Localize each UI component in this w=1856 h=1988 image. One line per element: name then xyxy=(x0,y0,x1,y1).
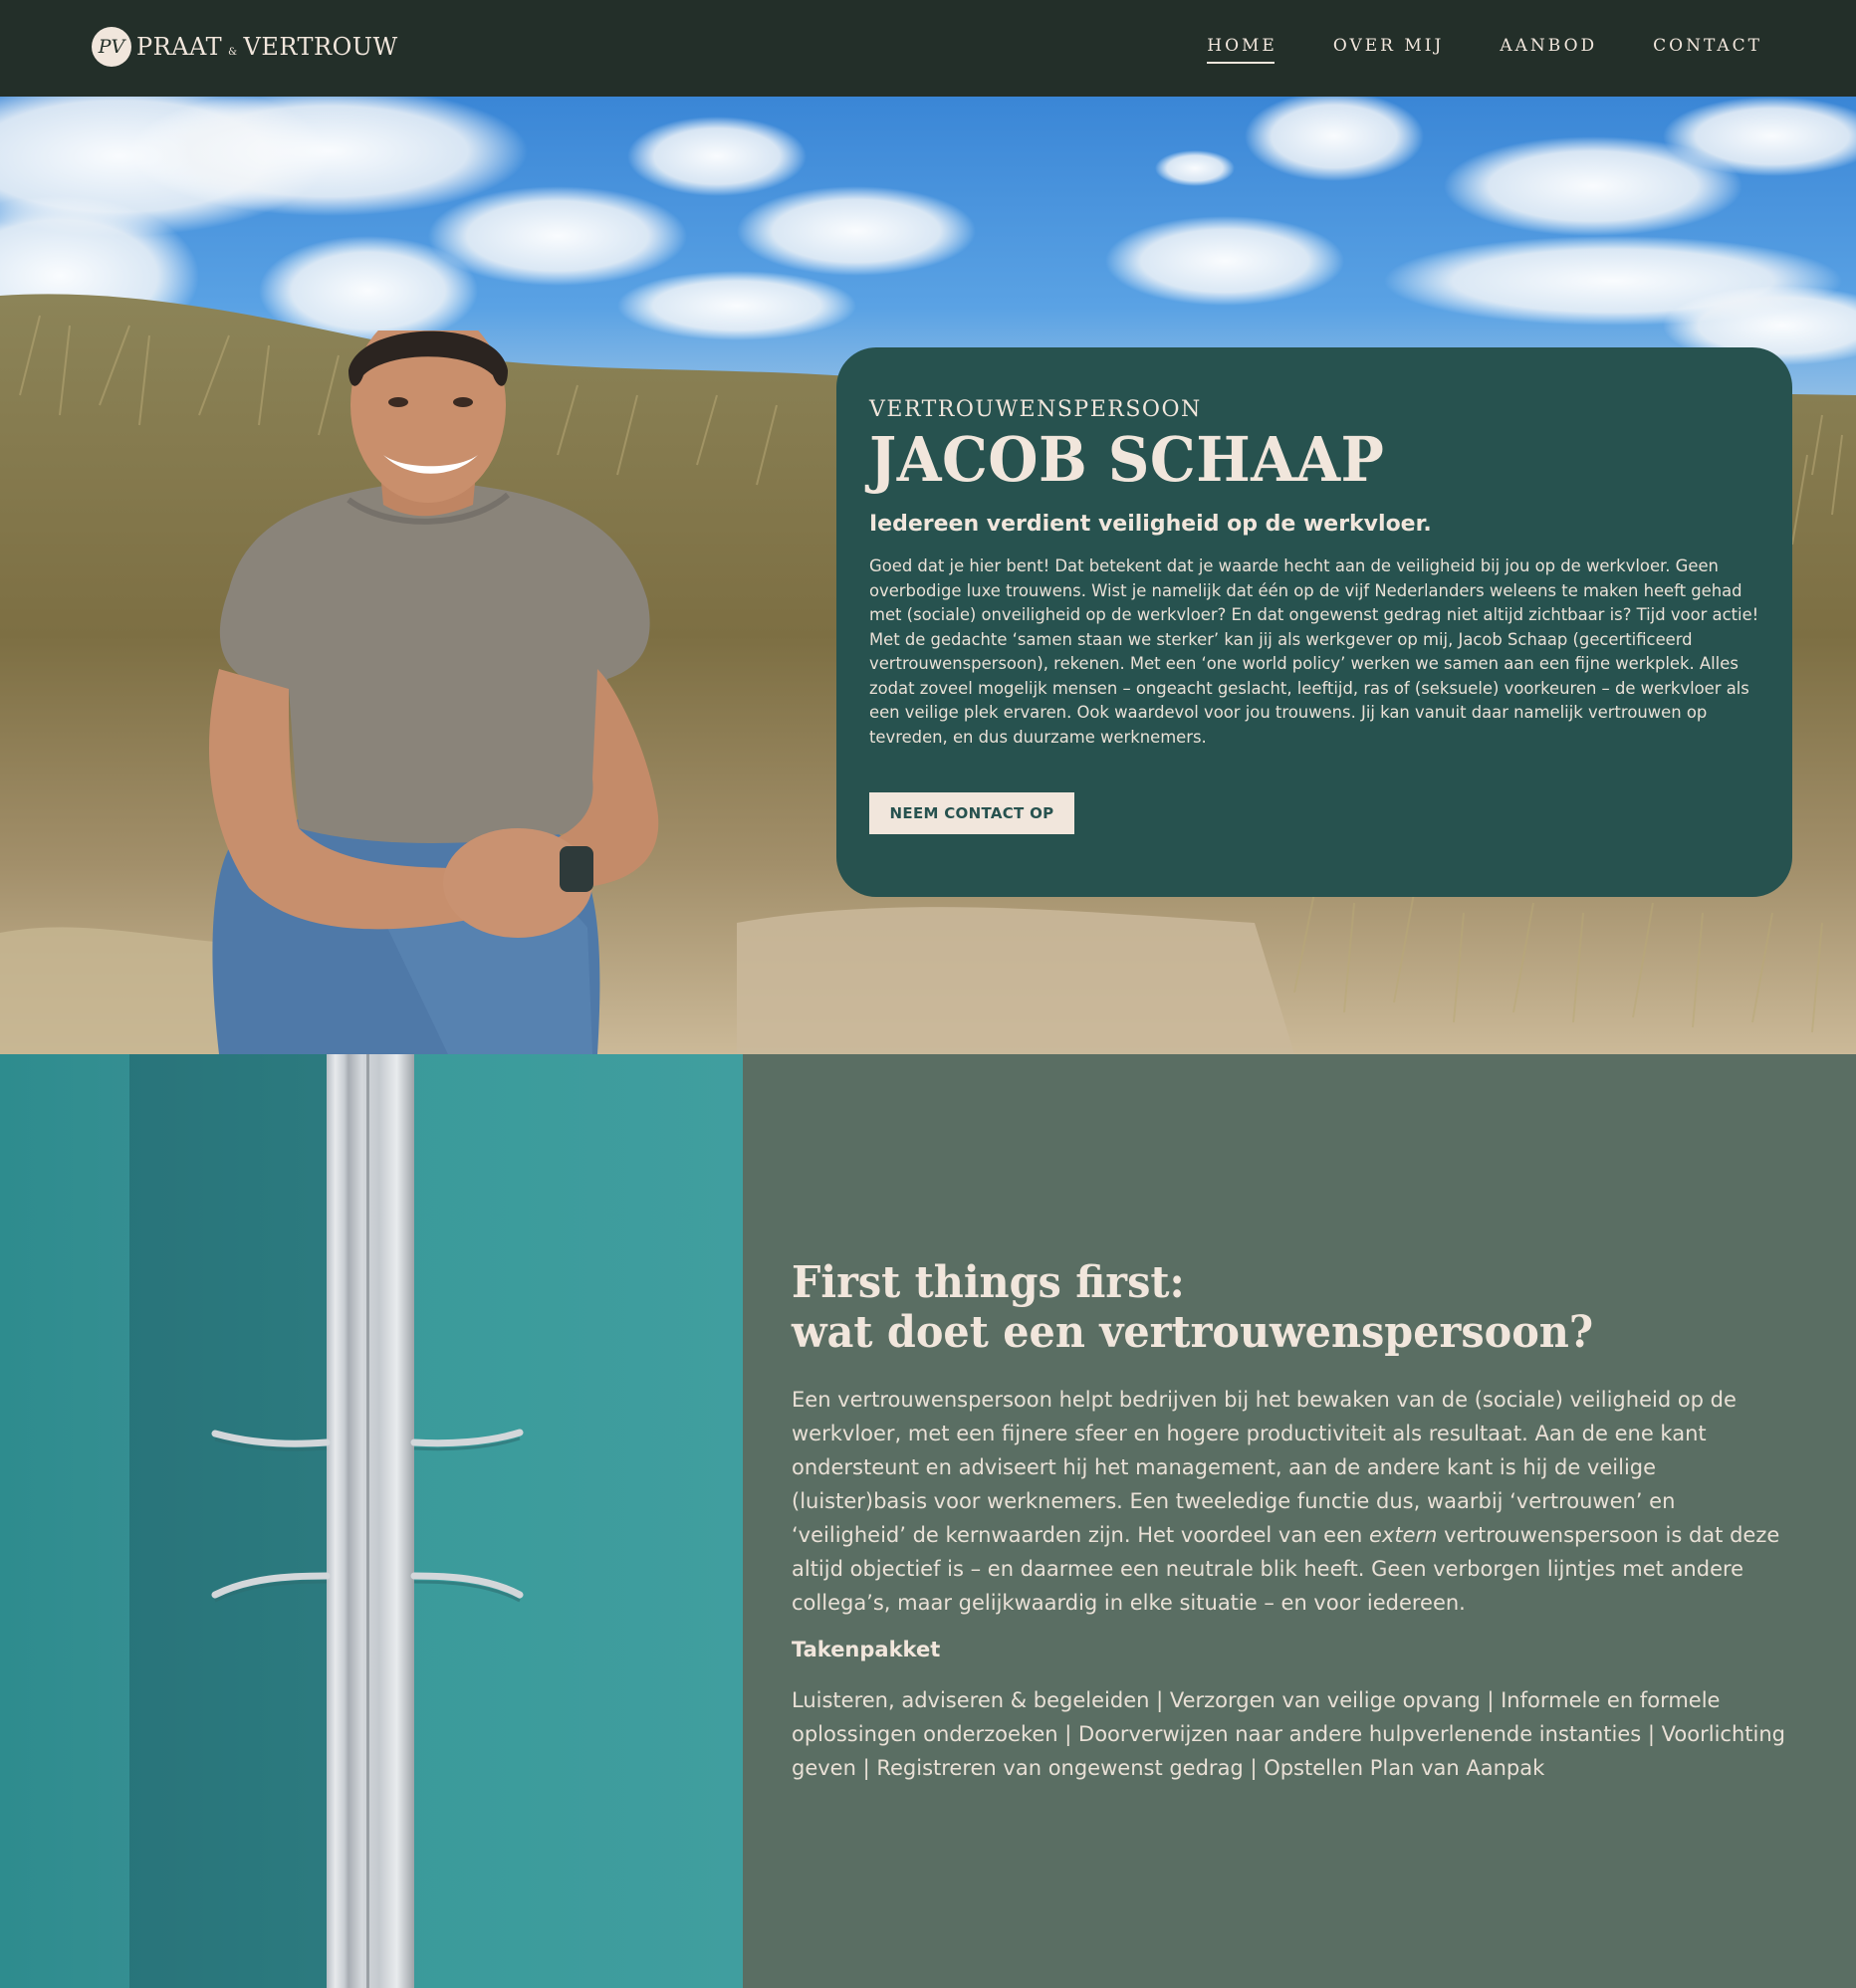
menu-item-home[interactable]: HOME xyxy=(1207,36,1277,62)
hero-title: JACOB SCHAAP xyxy=(869,423,1385,496)
hero-tagline: Iedereen verdient veiligheid op de werkvloer. xyxy=(869,512,1432,538)
hero-intro-text: Goed dat je hier bent! Dat betekent dat je waarde hecht aan de veiligheid bij jou op de werkvloer. Geen overbodige luxe trouwens. Wist je namelijk dat één op de vijf Nederlanders weleens te maken heeft gehad met (sociale) onveiligheid op de werkvloer? En dat ongewenst gedrag niet altijd zichtbaar is? Tijd voor actie! Met de gedachte ‘samen staan we sterker’ kan jij als werkgever op mij, Jacob Schaap (gecertificeerd vertrouwenspersoon), rekenen. Met een ‘one world policy’ werken we samen aan een fijne werkplek. Alles zodat zoveel mogelijk mensen – ongeacht geslacht, leeftijd, ras of (seksuele) voorkeuren – de werkvloer als een veilige plek ervaren. Ook waardevol voor jou trouwens. Jij kan vanuit daar namelijk vertrouwen op tevreden, en dus duurzame werknemers. xyxy=(869,556,1759,747)
logo-text xyxy=(136,33,398,61)
about-role-section xyxy=(0,1054,1856,1988)
menu-item-over-mij[interactable]: OVER MIJ xyxy=(1332,35,1445,56)
bridge-piers xyxy=(0,1054,743,1988)
menu-item-aanbod[interactable]: AANBOD xyxy=(1500,35,1598,56)
section-title-line-2: wat doet een vertrouwenspersoon? xyxy=(792,1307,1594,1358)
portrait-photo xyxy=(189,331,767,1054)
body-text-part-1: Een vertrouwenspersoon helpt bedrijven bij het bewaken van de (sociale) veiligheid op de werkvloer, met een fijnere sfeer en hogere productiviteit als resultaat. Aan de ene kant ondersteunt en adviseert hij het management, aan de andere kant is hij de veilige (luister)basis voor werknemers. Een tweeledige functie dus, waarbij ‘vertrouwen’ en ‘veiligheid’ de kernwaarden zijn. Het voordeel van een xyxy=(792,1388,1737,1547)
logo-mark: PV xyxy=(92,27,131,67)
menu-item-contact[interactable]: CONTACT xyxy=(1653,35,1762,56)
section-title-line-1: First things first: xyxy=(792,1257,1185,1308)
logo-ampersand: & xyxy=(228,47,238,58)
bridge-aerial-photo xyxy=(0,1054,743,1988)
top-navigation xyxy=(0,0,1856,97)
section-title xyxy=(792,1258,1737,1358)
logo[interactable] xyxy=(92,26,398,68)
tasks-list-text: Luisteren, adviseren & begeleiden | Verzorgen van veilige opvang | Informele en formele oplossingen onderzoeken | Doorverwijzen naar andere hulpverlenende instanties | Voorlichting geven | Registreren van ongewenst gedrag | Opstellen Plan van Aanpak xyxy=(792,1688,1785,1780)
hero-section xyxy=(0,97,1856,1054)
role-explanation xyxy=(792,1258,1797,1785)
logo-word-praat: PRAAT xyxy=(136,33,223,61)
section-body-text xyxy=(792,1383,1787,1620)
hero-eyebrow: VERTROUWENSPERSOON xyxy=(869,397,1202,422)
main-menu xyxy=(1207,0,1762,97)
body-text-part-2: vertrouwenspersoon is dat deze altijd objectief is – en daarmee een neutrale blik heeft. Geen verborgen lijntjes met andere collega’s, maar gelijkwaardig in elke situatie – en voor iedereen. xyxy=(792,1523,1780,1615)
contact-cta-button[interactable]: NEEM CONTACT OP xyxy=(869,792,1074,834)
tasks-heading: Takenpakket xyxy=(792,1638,941,1661)
body-text-emphasis: extern xyxy=(1369,1523,1438,1547)
intro-card xyxy=(836,347,1792,897)
logo-word-vertrouw: VERTROUW xyxy=(243,33,398,61)
